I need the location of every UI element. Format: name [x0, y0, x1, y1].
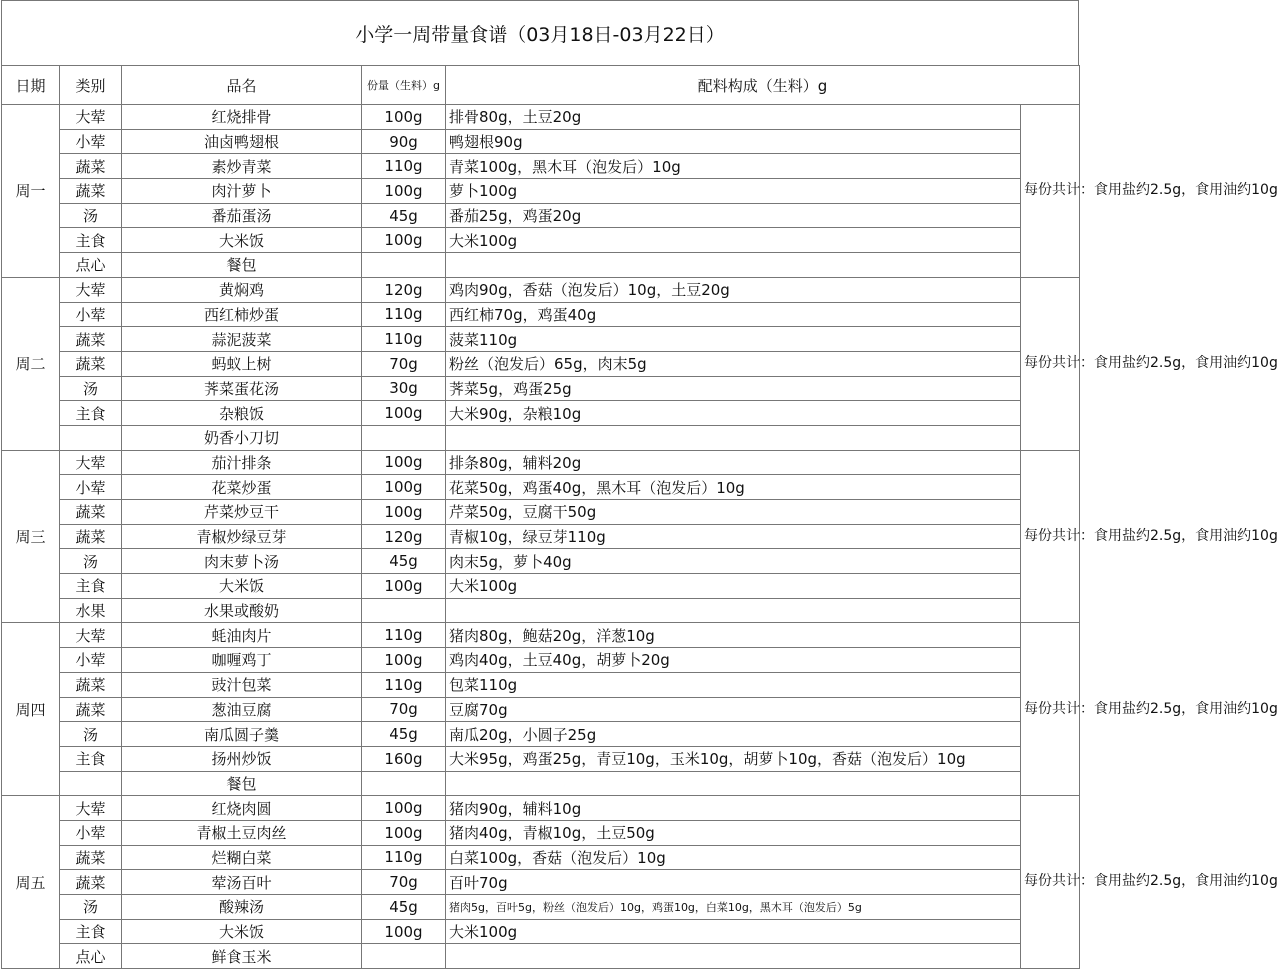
table-row	[2, 524, 1080, 549]
category-cell: 蔬菜	[60, 500, 122, 525]
ingredients-cell: 荠菜5g，鸡蛋25g	[446, 376, 1021, 401]
quantity-cell: 110g	[362, 302, 446, 327]
ingredients-cell: 芹菜50g，豆腐干50g	[446, 500, 1021, 525]
dish-name-cell: 蚝油肉片	[122, 623, 362, 648]
category-cell: 蔬菜	[60, 524, 122, 549]
category-cell: 大荤	[60, 105, 122, 130]
table-row	[2, 598, 1080, 623]
category-cell: 蔬菜	[60, 351, 122, 376]
day-label: 周四	[2, 623, 60, 796]
quantity-cell: 100g	[362, 648, 446, 673]
quantity-cell: 100g	[362, 820, 446, 845]
dish-name-cell: 南瓜圆子羹	[122, 722, 362, 747]
ingredients-cell: 猪肉40g，青椒10g，土豆50g	[446, 820, 1021, 845]
daily-note: 每份共计：食用盐约2.5g，食用油约10g	[1021, 277, 1080, 450]
dish-name-cell: 肉末萝卜汤	[122, 549, 362, 574]
daily-note: 每份共计：食用盐约2.5g，食用油约10g	[1021, 623, 1080, 796]
quantity-cell: 70g	[362, 870, 446, 895]
quantity-cell: 70g	[362, 697, 446, 722]
daily-note: 每份共计：食用盐约2.5g，食用油约10g	[1021, 105, 1080, 278]
category-cell: 大荤	[60, 623, 122, 648]
quantity-cell: 45g	[362, 895, 446, 920]
quantity-cell: 100g	[362, 475, 446, 500]
quantity-cell	[362, 253, 446, 278]
ingredients-cell	[446, 425, 1021, 450]
dish-name-cell: 荤汤百叶	[122, 870, 362, 895]
quantity-cell: 110g	[362, 154, 446, 179]
ingredients-cell: 豆腐70g	[446, 697, 1021, 722]
dish-name-cell: 扬州炒饭	[122, 746, 362, 771]
quantity-cell	[362, 771, 446, 796]
quantity-cell: 100g	[362, 105, 446, 130]
dish-name-cell: 大米饭	[122, 228, 362, 253]
table-row	[2, 672, 1080, 697]
header-ingredients: 配料构成（生料）g	[446, 66, 1080, 105]
dish-name-cell: 豉汁包菜	[122, 672, 362, 697]
table-row	[2, 722, 1080, 747]
quantity-cell: 110g	[362, 623, 446, 648]
category-cell: 蔬菜	[60, 697, 122, 722]
dish-name-cell: 花菜炒蛋	[122, 475, 362, 500]
dish-name-cell: 番茄蛋汤	[122, 203, 362, 228]
ingredients-cell: 青椒10g，绿豆芽110g	[446, 524, 1021, 549]
table-row	[2, 697, 1080, 722]
category-cell: 小荤	[60, 648, 122, 673]
ingredients-cell: 南瓜20g，小圆子25g	[446, 722, 1021, 747]
table-row	[2, 327, 1080, 352]
dish-name-cell: 青椒土豆肉丝	[122, 820, 362, 845]
ingredients-cell: 花菜50g，鸡蛋40g，黑木耳（泡发后）10g	[446, 475, 1021, 500]
quantity-cell	[362, 425, 446, 450]
quantity-cell: 90g	[362, 129, 446, 154]
ingredients-cell: 粉丝（泡发后）65g，肉末5g	[446, 351, 1021, 376]
category-cell: 水果	[60, 598, 122, 623]
category-cell: 主食	[60, 919, 122, 944]
quantity-cell: 45g	[362, 722, 446, 747]
dish-name-cell: 茄汁排条	[122, 450, 362, 475]
category-cell: 点心	[60, 253, 122, 278]
table-row	[2, 302, 1080, 327]
table-row	[2, 228, 1080, 253]
table-row	[2, 919, 1080, 944]
table-row	[2, 746, 1080, 771]
ingredients-cell: 青菜100g，黑木耳（泡发后）10g	[446, 154, 1021, 179]
quantity-cell: 100g	[362, 179, 446, 204]
quantity-cell: 110g	[362, 327, 446, 352]
day-label: 周五	[2, 796, 60, 969]
table-row	[2, 105, 1080, 130]
ingredients-cell: 百叶70g	[446, 870, 1021, 895]
table-row	[2, 401, 1080, 426]
quantity-cell: 70g	[362, 351, 446, 376]
ingredients-cell: 大米100g	[446, 574, 1021, 599]
day-label: 周一	[2, 105, 60, 278]
category-cell: 主食	[60, 746, 122, 771]
quantity-cell: 120g	[362, 277, 446, 302]
day-label: 周二	[2, 277, 60, 450]
table-row	[2, 179, 1080, 204]
quantity-cell: 110g	[362, 845, 446, 870]
ingredients-cell	[446, 944, 1021, 969]
ingredients-cell: 鸡肉40g，土豆40g，胡萝卜20g	[446, 648, 1021, 673]
ingredients-cell: 排骨80g，土豆20g	[446, 105, 1021, 130]
dish-name-cell: 咖喱鸡丁	[122, 648, 362, 673]
dish-name-cell: 西红柿炒蛋	[122, 302, 362, 327]
ingredients-cell: 排条80g，辅料20g	[446, 450, 1021, 475]
category-cell: 蔬菜	[60, 327, 122, 352]
header-qty: 份量（生料）g	[362, 66, 446, 105]
quantity-cell: 45g	[362, 203, 446, 228]
dish-name-cell: 青椒炒绿豆芽	[122, 524, 362, 549]
table-row	[2, 450, 1080, 475]
dish-name-cell: 水果或酸奶	[122, 598, 362, 623]
dish-name-cell: 酸辣汤	[122, 895, 362, 920]
category-cell	[60, 771, 122, 796]
daily-note: 每份共计：食用盐约2.5g，食用油约10g	[1021, 450, 1080, 623]
ingredients-cell: 鸭翅根90g	[446, 129, 1021, 154]
quantity-cell: 100g	[362, 401, 446, 426]
table-row	[2, 771, 1080, 796]
table-row	[2, 574, 1080, 599]
category-cell: 汤	[60, 722, 122, 747]
dish-name-cell: 芹菜炒豆干	[122, 500, 362, 525]
quantity-cell: 30g	[362, 376, 446, 401]
dish-name-cell: 蒜泥菠菜	[122, 327, 362, 352]
dish-name-cell: 葱油豆腐	[122, 697, 362, 722]
category-cell: 主食	[60, 401, 122, 426]
ingredients-cell: 大米90g，杂粮10g	[446, 401, 1021, 426]
table-row	[2, 549, 1080, 574]
category-cell: 小荤	[60, 820, 122, 845]
dish-name-cell: 奶香小刀切	[122, 425, 362, 450]
table-row	[2, 895, 1080, 920]
dish-name-cell: 红烧肉圆	[122, 796, 362, 821]
category-cell: 主食	[60, 574, 122, 599]
category-cell: 大荤	[60, 796, 122, 821]
quantity-cell: 100g	[362, 450, 446, 475]
dish-name-cell: 红烧排骨	[122, 105, 362, 130]
daily-note: 每份共计：食用盐约2.5g，食用油约10g	[1021, 796, 1080, 969]
category-cell	[60, 425, 122, 450]
table-row	[2, 475, 1080, 500]
quantity-cell	[362, 598, 446, 623]
quantity-cell: 100g	[362, 574, 446, 599]
ingredients-cell: 大米100g	[446, 919, 1021, 944]
ingredients-cell: 包菜110g	[446, 672, 1021, 697]
category-cell: 大荤	[60, 277, 122, 302]
quantity-cell: 45g	[362, 549, 446, 574]
ingredients-cell	[446, 253, 1021, 278]
table-row	[2, 623, 1080, 648]
dish-name-cell: 餐包	[122, 771, 362, 796]
quantity-cell: 120g	[362, 524, 446, 549]
quantity-cell: 110g	[362, 672, 446, 697]
ingredients-cell: 猪肉80g，鲍菇20g，洋葱10g	[446, 623, 1021, 648]
dish-name-cell: 蚂蚁上树	[122, 351, 362, 376]
category-cell: 汤	[60, 895, 122, 920]
category-cell: 蔬菜	[60, 179, 122, 204]
dish-name-cell: 鲜食玉米	[122, 944, 362, 969]
table-row	[2, 500, 1080, 525]
category-cell: 主食	[60, 228, 122, 253]
header-row	[2, 66, 1080, 105]
dish-name-cell: 素炒青菜	[122, 154, 362, 179]
quantity-cell: 100g	[362, 500, 446, 525]
table-row	[2, 203, 1080, 228]
category-cell: 蔬菜	[60, 154, 122, 179]
table-row	[2, 253, 1080, 278]
ingredients-cell: 菠菜110g	[446, 327, 1021, 352]
category-cell: 大荤	[60, 450, 122, 475]
dish-name-cell: 荠菜蛋花汤	[122, 376, 362, 401]
ingredients-cell: 番茄25g，鸡蛋20g	[446, 203, 1021, 228]
category-cell: 小荤	[60, 302, 122, 327]
category-cell: 小荤	[60, 475, 122, 500]
table-row	[2, 129, 1080, 154]
menu-body	[2, 105, 1278, 969]
ingredients-cell: 大米100g	[446, 228, 1021, 253]
table-row	[2, 845, 1080, 870]
category-cell: 汤	[60, 549, 122, 574]
ingredients-cell	[446, 598, 1021, 623]
dish-name-cell: 烂糊白菜	[122, 845, 362, 870]
category-cell: 点心	[60, 944, 122, 969]
table-row	[2, 648, 1080, 673]
table-row	[2, 796, 1080, 821]
ingredients-cell: 猪肉90g，辅料10g	[446, 796, 1021, 821]
table-row	[2, 277, 1080, 302]
header-category: 类别	[60, 66, 122, 105]
dish-name-cell: 杂粮饭	[122, 401, 362, 426]
ingredients-cell	[446, 771, 1021, 796]
ingredients-cell: 猪肉5g，百叶5g，粉丝（泡发后）10g，鸡蛋10g，白菜10g，黑木耳（泡发后）5g	[446, 895, 1021, 920]
category-cell: 蔬菜	[60, 845, 122, 870]
menu-sheet	[1, 0, 1278, 969]
quantity-cell: 100g	[362, 919, 446, 944]
dish-name-cell: 黄焖鸡	[122, 277, 362, 302]
dish-name-cell: 餐包	[122, 253, 362, 278]
dish-name-cell: 油卤鸭翅根	[122, 129, 362, 154]
quantity-cell: 100g	[362, 796, 446, 821]
ingredients-cell: 萝卜100g	[446, 179, 1021, 204]
table-row	[2, 870, 1080, 895]
table-row	[2, 351, 1080, 376]
header-dish: 品名	[122, 66, 362, 105]
quantity-cell: 100g	[362, 228, 446, 253]
dish-name-cell: 大米饭	[122, 919, 362, 944]
category-cell: 蔬菜	[60, 870, 122, 895]
table-row	[2, 425, 1080, 450]
table-row	[2, 820, 1080, 845]
sheet-title: 小学一周带量食谱（03月18日-03月22日）	[1, 0, 1079, 65]
quantity-cell	[362, 944, 446, 969]
table-row	[2, 944, 1080, 969]
dish-name-cell: 肉汁萝卜	[122, 179, 362, 204]
ingredients-cell: 肉末5g，萝卜40g	[446, 549, 1021, 574]
category-cell: 蔬菜	[60, 672, 122, 697]
day-label: 周三	[2, 450, 60, 623]
menu-table	[1, 65, 1278, 969]
dish-name-cell: 大米饭	[122, 574, 362, 599]
ingredients-cell: 大米95g，鸡蛋25g，青豆10g，玉米10g，胡萝卜10g，香菇（泡发后）10g	[446, 746, 1021, 771]
quantity-cell: 160g	[362, 746, 446, 771]
table-row	[2, 376, 1080, 401]
ingredients-cell: 鸡肉90g，香菇（泡发后）10g，土豆20g	[446, 277, 1021, 302]
category-cell: 小荤	[60, 129, 122, 154]
ingredients-cell: 白菜100g，香菇（泡发后）10g	[446, 845, 1021, 870]
header-date: 日期	[2, 66, 60, 105]
ingredients-cell: 西红柿70g，鸡蛋40g	[446, 302, 1021, 327]
category-cell: 汤	[60, 203, 122, 228]
category-cell: 汤	[60, 376, 122, 401]
table-row	[2, 154, 1080, 179]
